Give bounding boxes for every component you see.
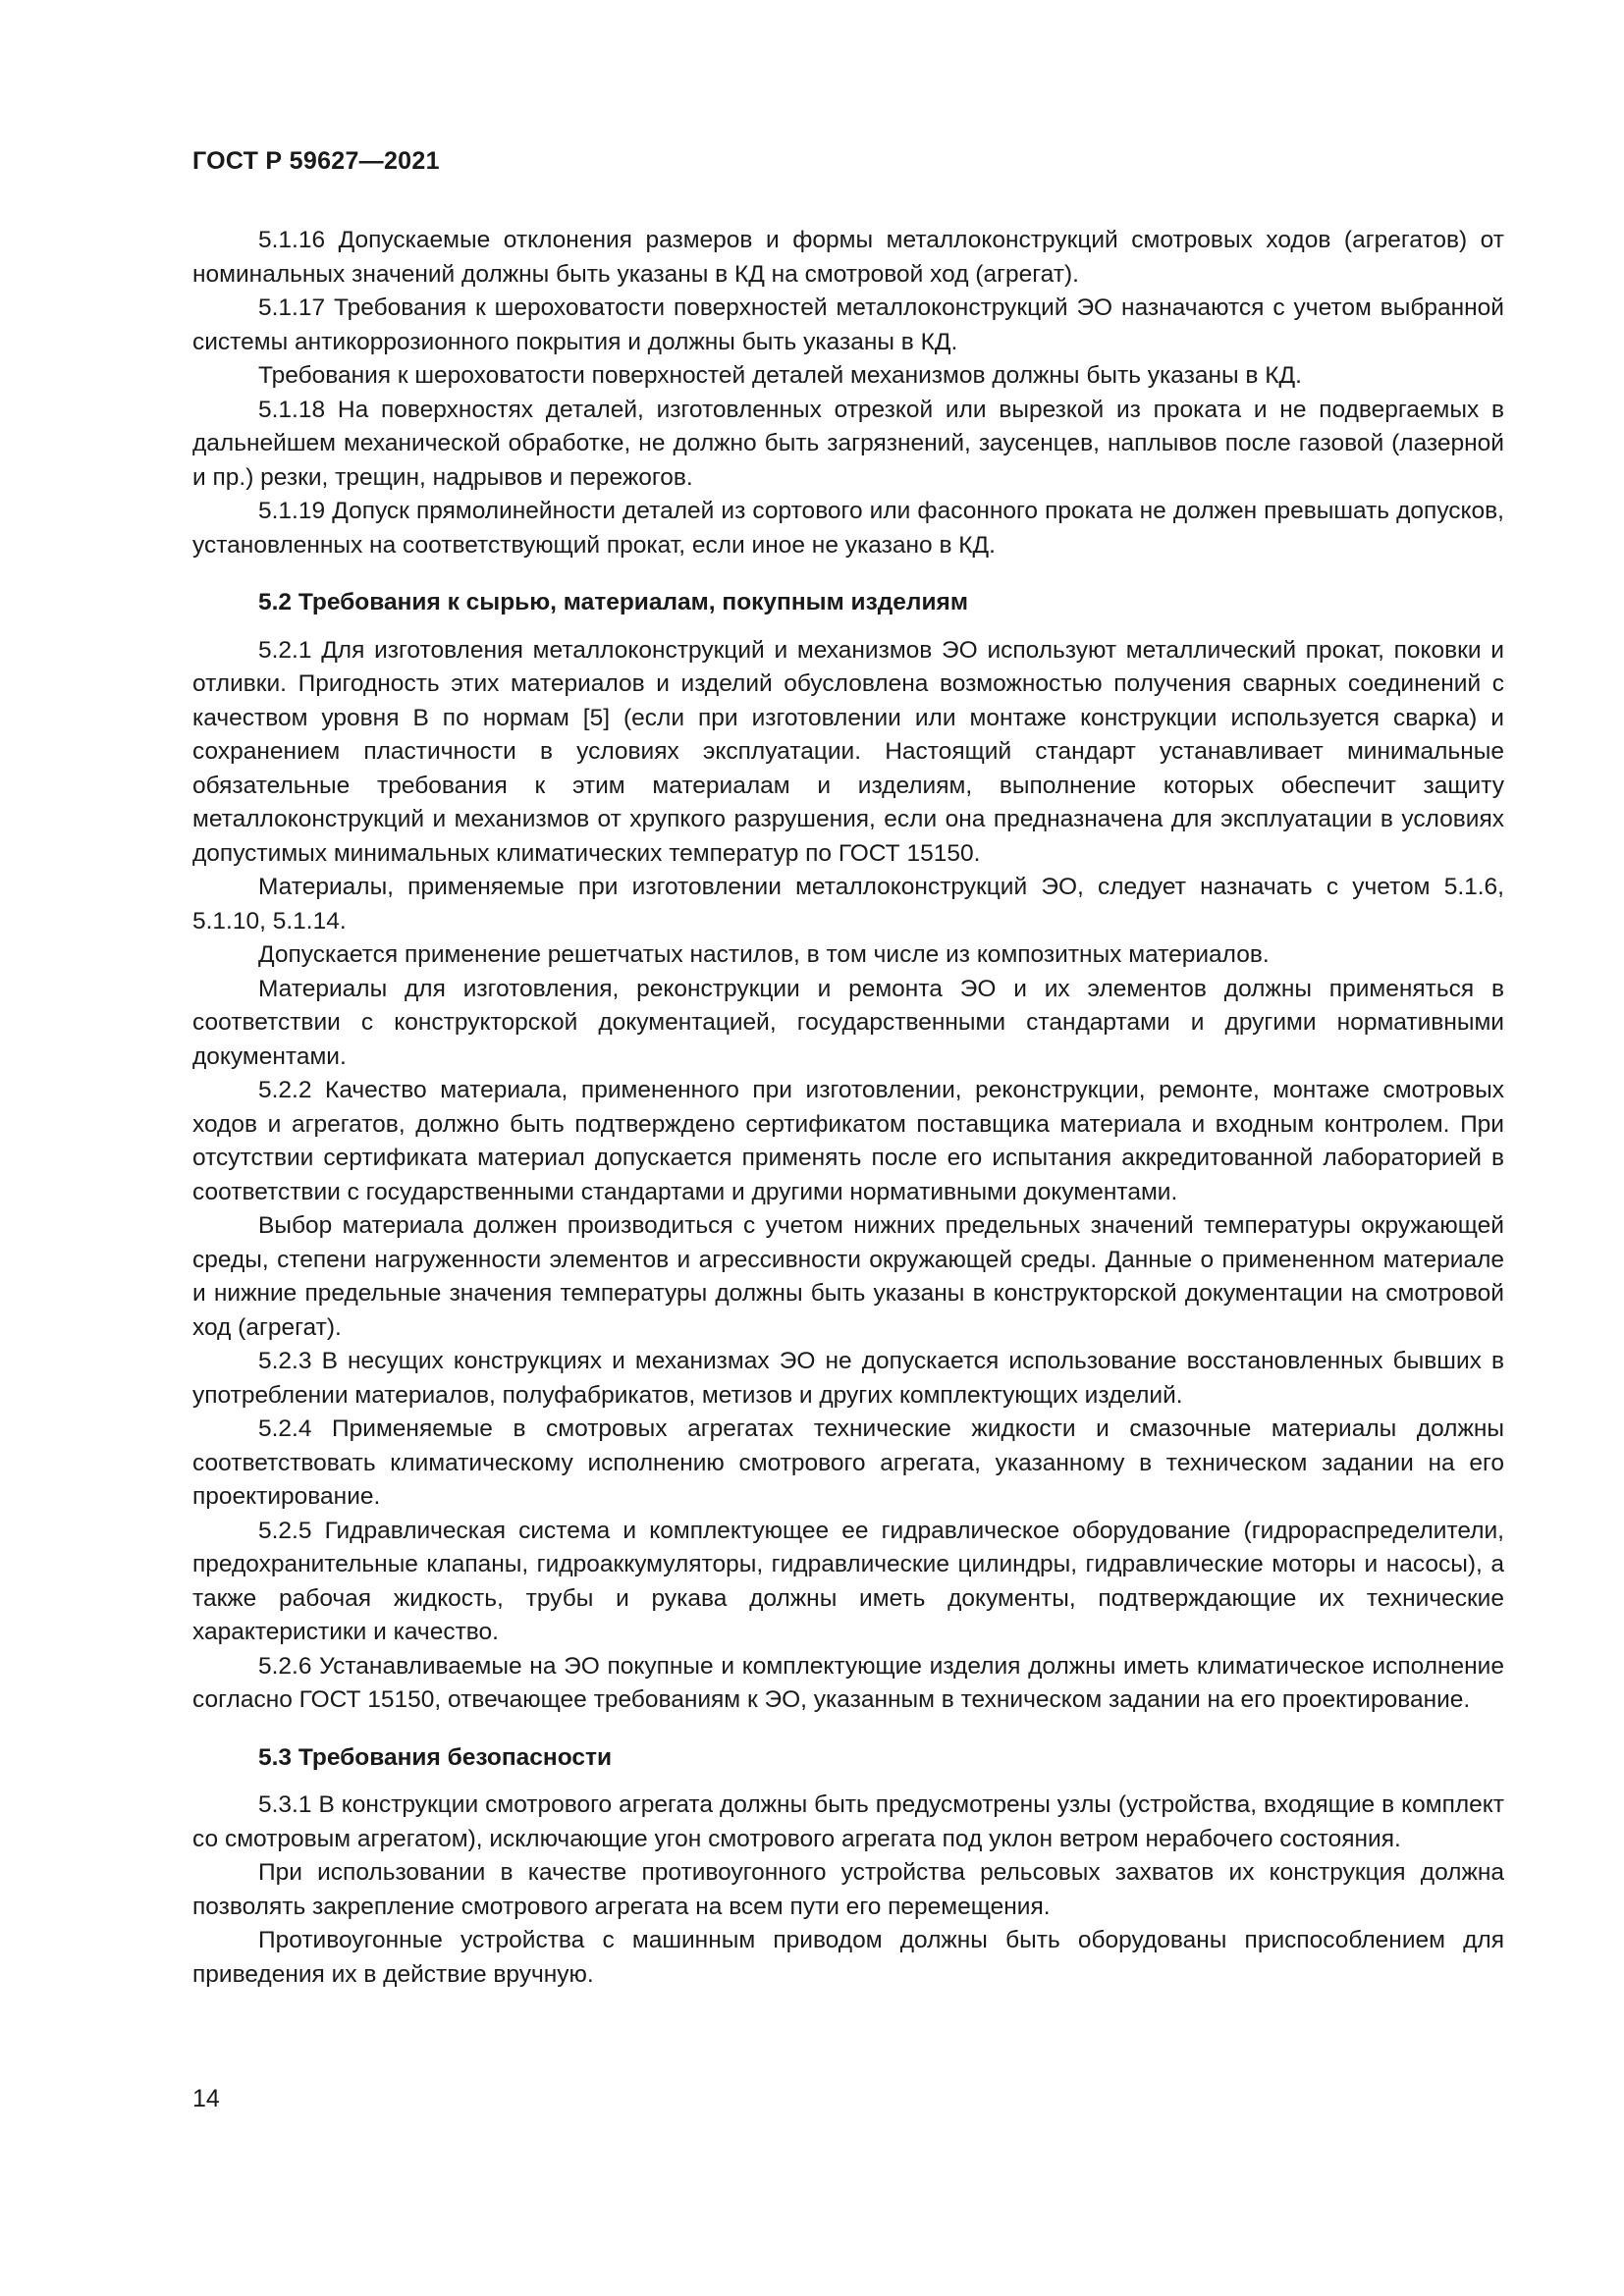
- paragraph-rail-clamps: При использовании в качестве противоугонного устройства рельсовых захватов их конструкция должна позволять закрепление смотрового агрегата на всем пути его перемещения.: [192, 1859, 1504, 1920]
- document-body: [192, 224, 1504, 1992]
- section-heading-5-3: 5.3 Требования безопасности: [258, 1743, 613, 1771]
- paragraph-5-2-4: 5.2.4 Применяемые в смотровых агрегатах технические жидкости и смазочные материалы должны соответствовать климатическому исполнению смотрового агрегата, указанному в техническом задании на его проектирование.: [192, 1415, 1504, 1510]
- paragraph-manual-drive: Противоугонные устройства с машинным приводом должны быть оборудованы приспособлением для приведения их в действие вручную.: [192, 1927, 1504, 1988]
- paragraph-5-1-19: 5.1.19 Допуск прямолинейности деталей из сортового или фасонного проката не должен превышать допусков, установленных на соответствующий прокат, если иное не указано в КД.: [192, 498, 1504, 559]
- paragraph-5-1-18: 5.1.18 На поверхностях деталей, изготовленных отрезкой или вырезкой из проката и не подвергаемых в дальнейшем механической обработке, не должно быть загрязнений, заусенцев, наплывов после газовой (лазерной и пр.) резки, трещин, надрывов и пережогов.: [192, 396, 1504, 491]
- paragraph-5-1-16: 5.1.16 Допускаемые отклонения размеров и формы металлоконструкций смотровых ходов (агрегатов) от номинальных значений должны быть указаны в КД на смотровой ход (агрегат).: [192, 227, 1504, 288]
- paragraph-grating-decks: Допускается применение решетчатых настилов, в том числе из композитных материалов.: [258, 941, 1270, 968]
- paragraph-material-selection: Выбор материала должен производиться с учетом нижних предельных значений температуры окружающей среды, степени нагруженности элементов и агрессивности окружающей среды. Данные о примененном материале и нижние предельные значения температуры должны быть указаны в конструкторской документации на смотровой ход (агрегат).: [192, 1212, 1504, 1341]
- section-heading-5-2: 5.2 Требования к сырью, материалам, покупным изделиям: [258, 589, 968, 615]
- document-code-header: ГОСТ Р 59627—2021: [192, 147, 440, 175]
- paragraph-materials-assignment: Материалы, применяемые при изготовлении металлоконструкций ЭО, следует назначать с учетом 5.1.6, 5.1.10, 5.1.14.: [192, 874, 1504, 934]
- paragraph-5-2-2: 5.2.2 Качество материала, примененного при изготовлении, реконструкции, ремонте, монтаже смотровых ходов и агрегатов, должно быть подтверждено сертификатом поставщика материала и входным контролем. При отсутствии сертификата материал допускается применять после его испытания аккредитованной лабораторией в соответствии с государственными стандартами и другими нормативными документами.: [192, 1077, 1504, 1205]
- paragraph-5-2-6: 5.2.6 Устанавливаемые на ЭО покупные и комплектующие изделия должны иметь климатическое исполнение согласно ГОСТ 15150, отвечающее требованиям к ЭО, указанным в техническом задании на его проектирование.: [192, 1652, 1504, 1713]
- paragraph-5-1-17: 5.1.17 Требования к шероховатости поверхностей металлоконструкций ЭО назначаются с учетом выбранной системы антикоррозионного покрытия и должны быть указаны в КД.: [192, 294, 1504, 355]
- paragraph-materials-docs: Материалы для изготовления, реконструкции и ремонта ЭО и их элементов должны применяться в соответствии с конструкторской документацией, государственными стандартами и другими нормативными документами.: [192, 975, 1504, 1070]
- paragraph-5-2-1: 5.2.1 Для изготовления металлоконструкций и механизмов ЭО используют металлический прокат, поковки и отливки. Пригодность этих материалов и изделий обусловлена возможностью получения сварных соединений с качеством уровня В по нормам [5] (если при изготовлении или монтаже конструкции используется сварка) и сохранением пластичности в условиях эксплуатации. Настоящий стандарт устанавливает минимальные обязательные требования к этим материалам и изделиям, выполнение которых обеспечит защиту металлоконструкций и механизмов от хрупкого разрушения, если она предназначена для эксплуатации в условиях допустимых минимальных климатических температур по ГОСТ 15150.: [192, 636, 1504, 867]
- paragraph-5-3-1: 5.3.1 В конструкции смотрового агрегата должны быть предусмотрены узлы (устройства, входящие в комплект со смотровым агрегатом), исключающие угон смотрового агрегата под уклон ветром нерабочего состояния.: [192, 1791, 1504, 1852]
- page-number: 14: [192, 2085, 220, 2112]
- paragraph-5-2-5: 5.2.5 Гидравлическая система и комплектующее ее гидравлическое оборудование (гидрораспределители, предохранительные клапаны, гидроаккумуляторы, гидравлические цилиндры, гидравлические моторы и насосы), а также рабочая жидкость, трубы и рукава должны иметь документы, подтверждающие их технические характеристики и качество.: [192, 1517, 1504, 1645]
- paragraph-roughness: Требования к шероховатости поверхностей деталей механизмов должны быть указаны в КД.: [258, 362, 1302, 389]
- paragraph-5-2-3: 5.2.3 В несущих конструкциях и механизмах ЭО не допускается использование восстановленных бывших в употреблении материалов, полуфабрикатов, метизов и других комплектующих изделий.: [192, 1348, 1504, 1409]
